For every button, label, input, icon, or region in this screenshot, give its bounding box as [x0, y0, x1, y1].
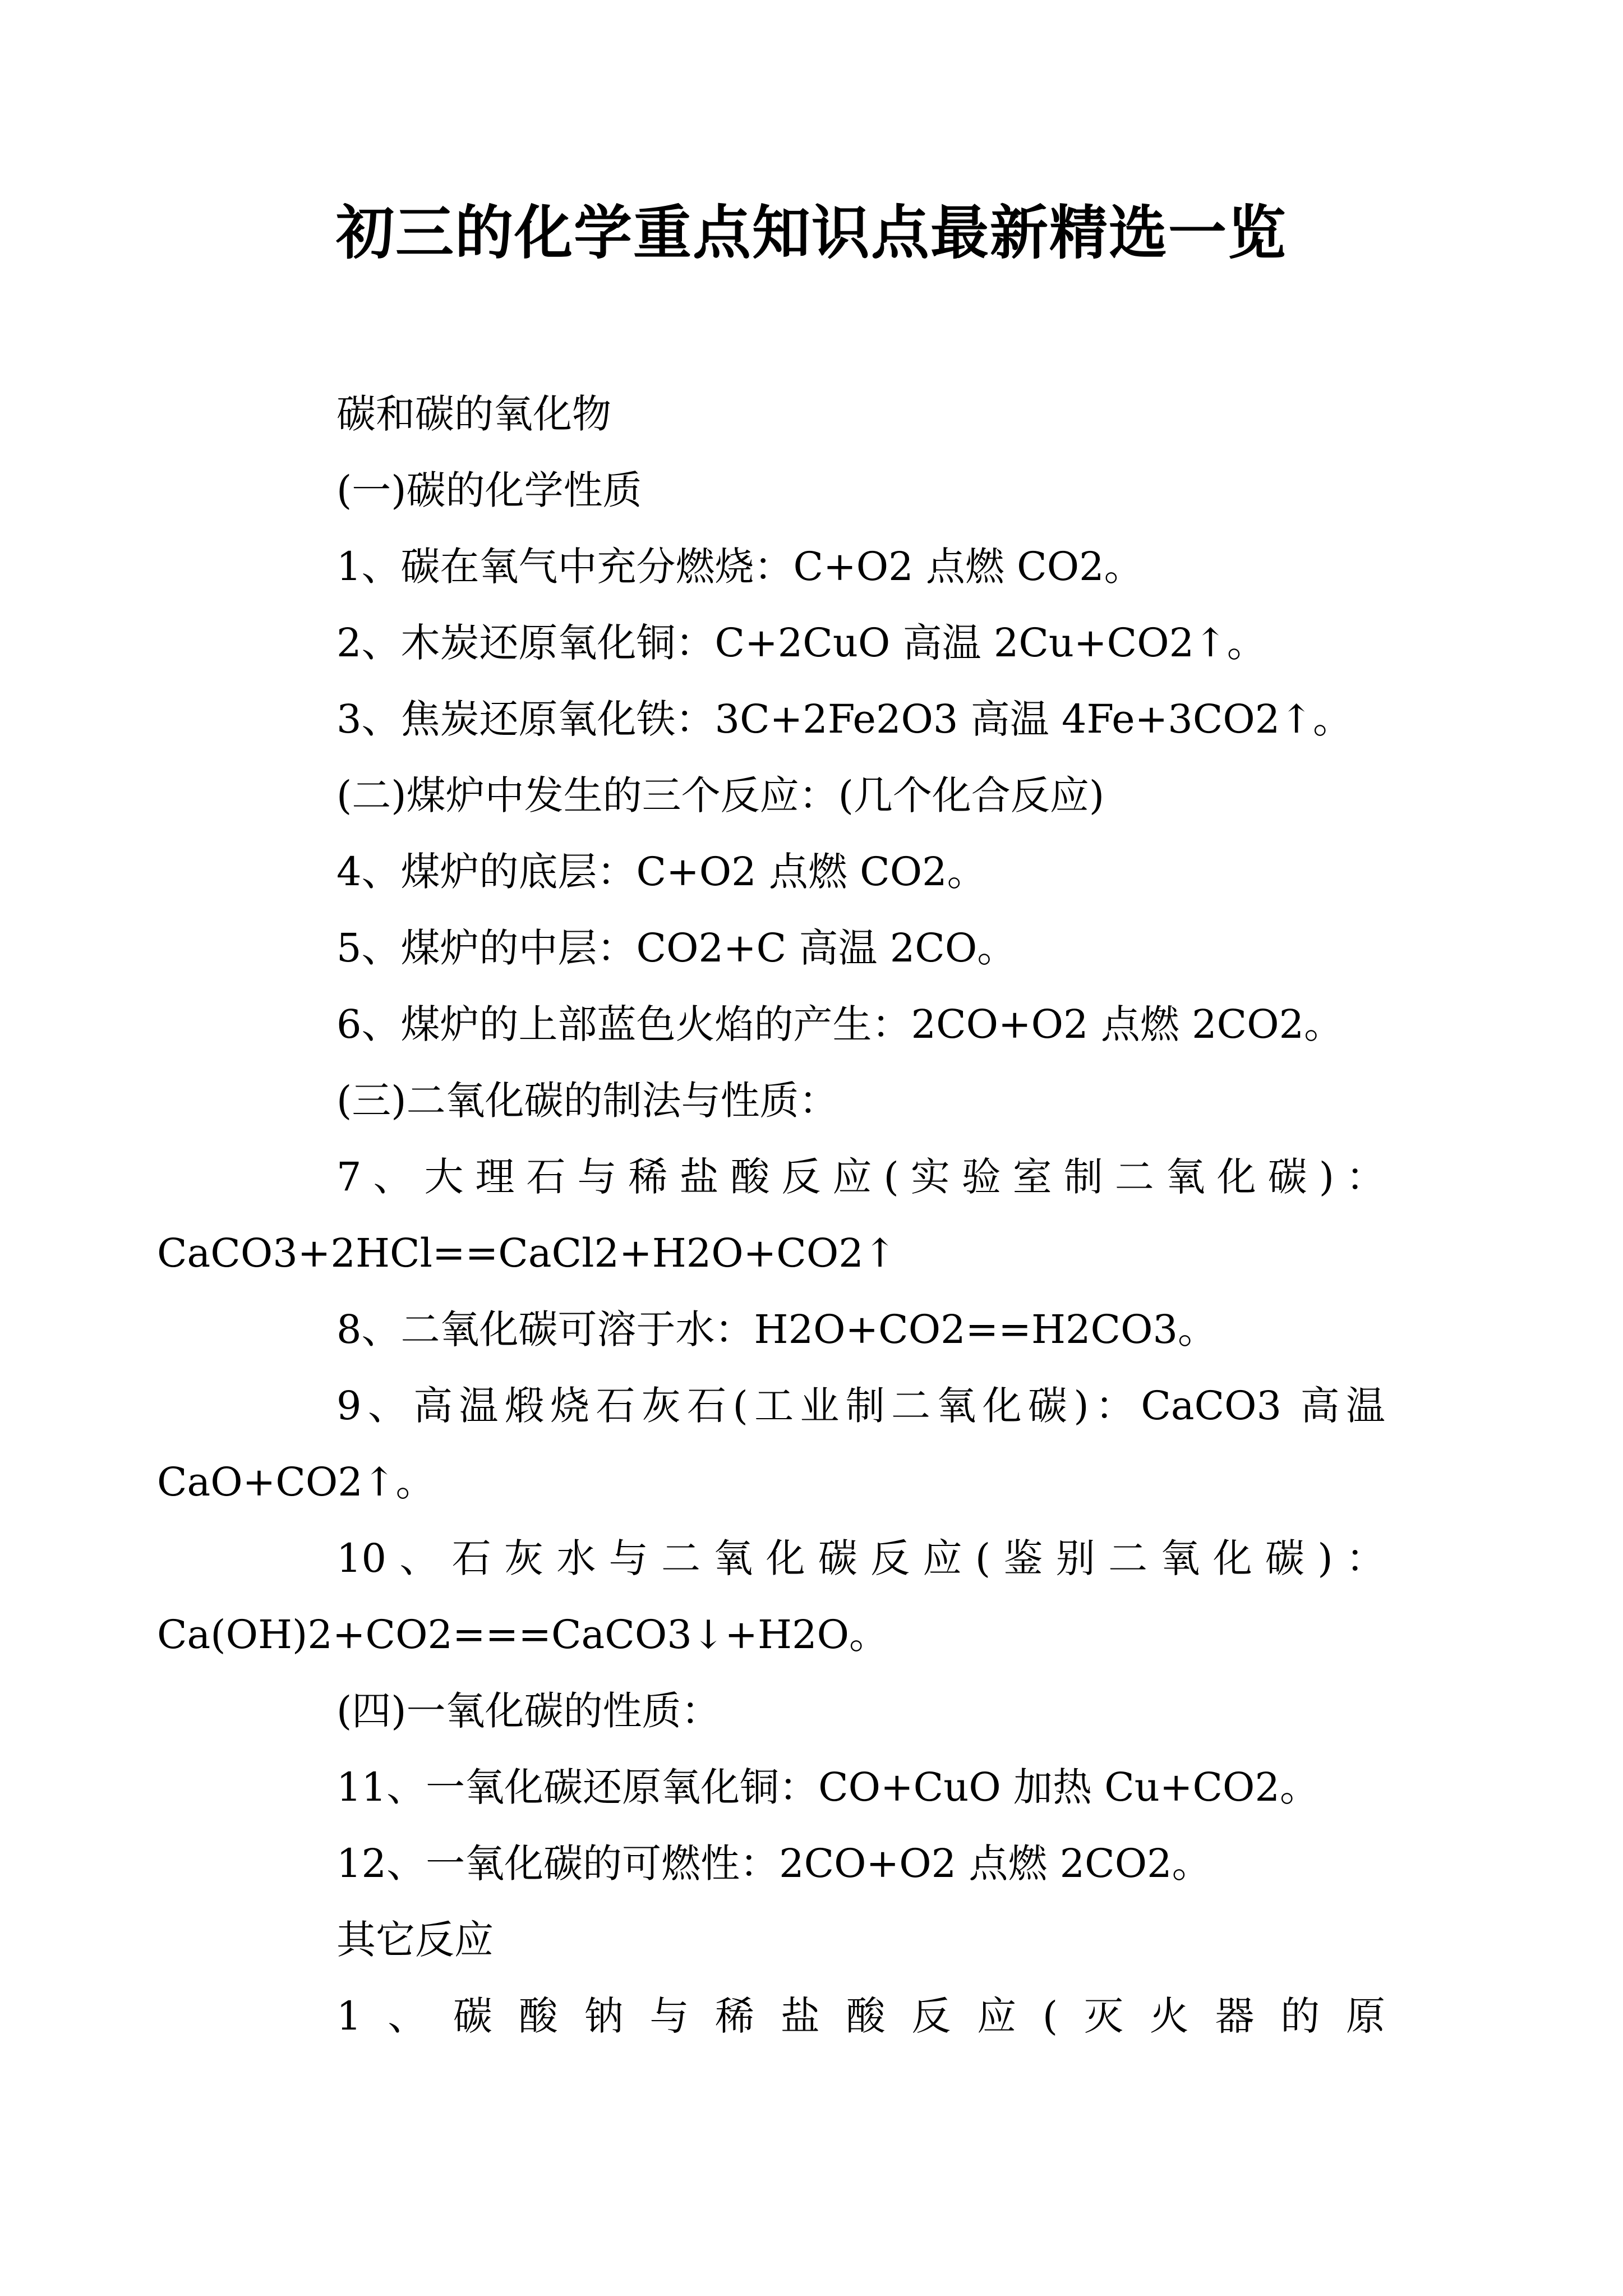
text-line: (一)碳的化学性质 [336, 467, 642, 513]
text-line: 1、碳酸钠与稀盐酸反应(灭火器的原 [336, 1993, 1385, 2039]
text-line: 3、焦炭还原氧化铁：3C+2Fe2O3 高温 4Fe+3CO2↑。 [336, 696, 1352, 742]
text-line: 其它反应 [336, 1917, 494, 1963]
text-line: 11、一氧化碳还原氧化铜：CO+CuO 加热 Cu+CO2。 [336, 1764, 1319, 1810]
document-body [157, 376, 1385, 2054]
text-line: 5、煤炉的中层：CO2+C 高温 2CO。 [336, 925, 1017, 971]
text-line: (二)煤炉中发生的三个反应：(几个化合反应) [336, 772, 1105, 818]
text-line: 2、木炭还原氧化铜：C+2CuO 高温 2Cu+CO2↑。 [336, 620, 1266, 666]
text-line: 1、碳在氧气中充分燃烧：C+O2 点燃 CO2。 [336, 544, 1144, 590]
text-line: 8、二氧化碳可溶于水：H2O+CO2==H2CO3。 [336, 1306, 1218, 1352]
text-line: CaCO3+2HCl==CaCl2+H2O+CO2↑ [157, 1230, 897, 1276]
text-line: 7、大理石与稀盐酸反应(实验室制二氧化碳)： [336, 1154, 1385, 1200]
text-line: CaO+CO2↑。 [157, 1459, 435, 1505]
text-line: 4、煤炉的底层：C+O2 点燃 CO2。 [336, 849, 986, 895]
text-line: 9、高温煅烧石灰石(工业制二氧化碳)：CaCO3 高温 [336, 1383, 1385, 1429]
text-line: 6、煤炉的上部蓝色火焰的产生：2CO+O2 点燃 2CO2。 [336, 1001, 1344, 1047]
text-line: 碳和碳的氧化物 [336, 391, 611, 437]
text-line: 12、一氧化碳的可燃性：2CO+O2 点燃 2CO2。 [336, 1841, 1211, 1887]
page-title: 初三的化学重点知识点最新精选一览 [335, 198, 1287, 267]
text-line: 10、石灰水与二氧化碳反应(鉴别二氧化碳)： [336, 1535, 1385, 1581]
text-line: (四)一氧化碳的性质： [336, 1688, 721, 1734]
text-line: (三)二氧化碳的制法与性质： [336, 1078, 838, 1124]
text-line: Ca(OH)2+CO2===CaCO3↓+H2O。 [157, 1612, 889, 1658]
